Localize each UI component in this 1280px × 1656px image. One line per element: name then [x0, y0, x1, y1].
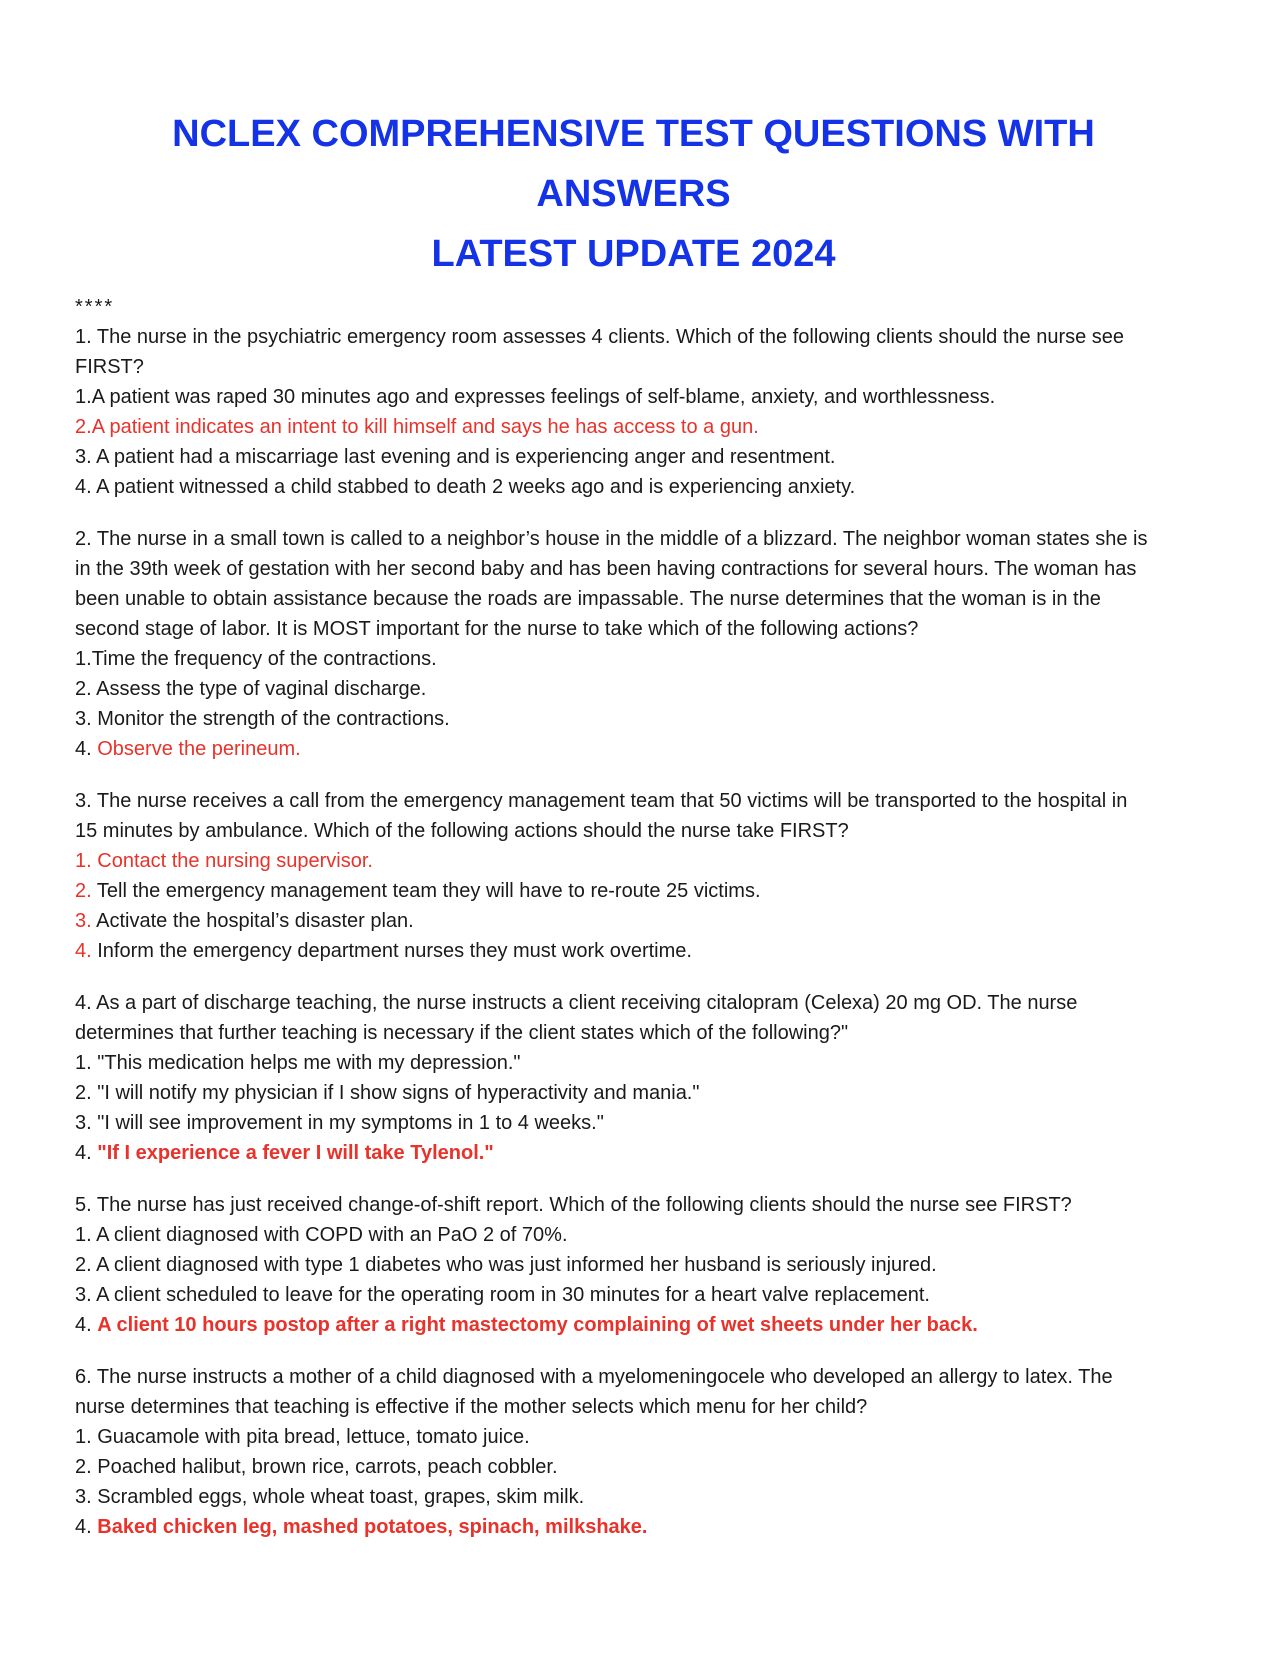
question-2-stem-line-2: in the 39th week of gestation with her second baby and has been having contractions for several hours. The woman has: [75, 558, 1137, 580]
question-6-option-3: [75, 1482, 1180, 1512]
question-6-stem-line-1: 6. The nurse instructs a mother of a child diagnosed with a myelomeningocele who developed an allergy to latex. The: [75, 1366, 1113, 1388]
option-text: A client scheduled to leave for the operating room in 30 minutes for a heart valve replacement.: [96, 1284, 930, 1306]
question-6-option-2: [75, 1452, 1180, 1482]
option-number: 4.: [75, 940, 98, 962]
question-6-option-1: [75, 1422, 1180, 1452]
option-number: 3.: [75, 1486, 98, 1508]
option-number: 3.: [75, 910, 97, 932]
option-text: Activate the hospital’s disaster plan.: [96, 910, 414, 932]
title-line-2: LATEST UPDATE 2024: [431, 233, 836, 275]
option-number: 2.: [75, 1082, 98, 1104]
option-text: Baked chicken leg, mashed potatoes, spinach, milkshake.: [97, 1516, 648, 1538]
question-6-stem-line-2: nurse determines that teaching is effective if the mother selects which menu for her child?: [75, 1396, 868, 1418]
question-3-stem-line-2: 15 minutes by ambulance. Which of the following actions should the nurse take FIRST?: [75, 820, 849, 842]
option-text: "If I experience a fever I will take Tylenol.": [97, 1142, 494, 1164]
option-number: 4.: [75, 1516, 98, 1538]
option-text: A patient was raped 30 minutes ago and expresses feelings of self-blame, anxiety, and worthlessness.: [91, 386, 996, 408]
option-text: Scrambled eggs, whole wheat toast, grapes, skim milk.: [97, 1486, 585, 1508]
option-text: Time the frequency of the contractions.: [91, 648, 437, 670]
option-number: 2.: [75, 678, 97, 700]
question-5: [75, 1190, 1180, 1340]
option-text: Observe the perineum.: [97, 738, 301, 760]
question-4-option-1: [75, 1048, 1180, 1078]
question-3-stem-line-1: 3. The nurse receives a call from the emergency management team that 50 victims will be transported to the hospital in: [75, 790, 1128, 812]
question-1-option-1: [75, 382, 1180, 412]
question-2-option-4-answer: [75, 734, 1180, 764]
question-1-stem-line-1: 1. The nurse in the psychiatric emergency room assesses 4 clients. Which of the following clients should the nurse see: [75, 326, 1125, 348]
option-number: 1.: [75, 850, 98, 872]
question-4-stem-line-1: 4. As a part of discharge teaching, the nurse instructs a client receiving citalopram (Celexa) 20 mg OD. The nurse: [75, 992, 1078, 1014]
option-number: 2.: [75, 416, 92, 438]
question-6-option-4-answer: [75, 1512, 1180, 1542]
option-text: Guacamole with pita bread, lettuce, tomato juice.: [97, 1426, 530, 1448]
option-number: 2.: [75, 880, 97, 902]
option-number: 4.: [75, 1142, 98, 1164]
question-1-option-4: [75, 472, 1180, 502]
question-6: [75, 1362, 1180, 1542]
option-text: Poached halibut, brown rice, carrots, peach cobbler.: [97, 1456, 558, 1478]
option-number: 1.: [75, 1426, 98, 1448]
question-3-option-1-answer: [75, 846, 1180, 876]
question-4-option-2: [75, 1078, 1180, 1108]
option-number: 1.: [75, 648, 92, 670]
question-4-option-3: [75, 1108, 1180, 1138]
question-2-option-3: [75, 704, 1180, 734]
option-text: A client diagnosed with type 1 diabetes who was just informed her husband is seriously injured.: [96, 1254, 937, 1276]
option-text: A patient had a miscarriage last evening and is experiencing anger and resentment.: [96, 446, 836, 468]
question-1: [75, 322, 1180, 502]
question-2-stem-line-1: 2. The nurse in a small town is called to a neighbor’s house in the middle of a blizzard. The neighbor woman states she is: [75, 528, 1148, 550]
option-text: A patient witnessed a child stabbed to death 2 weeks ago and is experiencing anxiety.: [96, 476, 856, 498]
question-3: [75, 786, 1180, 966]
question-4: [75, 988, 1180, 1168]
option-text: "This medication helps me with my depression.": [97, 1052, 521, 1074]
option-text: Inform the emergency department nurses they must work overtime.: [97, 940, 692, 962]
question-2-stem-line-4: second stage of labor. It is MOST important for the nurse to take which of the following actions?: [75, 618, 919, 640]
option-text: Assess the type of vaginal discharge.: [96, 678, 427, 700]
document-title: [75, 104, 1180, 284]
question-5-option-2: [75, 1250, 1180, 1280]
question-2: [75, 524, 1180, 764]
option-number: 1.: [75, 1052, 98, 1074]
question-1-option-3: [75, 442, 1180, 472]
option-number: 4.: [75, 738, 98, 760]
question-2-option-2: [75, 674, 1180, 704]
option-number: 1.: [75, 386, 92, 408]
option-number: 2.: [75, 1456, 98, 1478]
separator-stars: ****: [75, 296, 115, 318]
option-text: Monitor the strength of the contractions.: [97, 708, 450, 730]
question-5-stem-line-1: 5. The nurse has just received change-of-shift report. Which of the following clients should the nurse see FIRST?: [75, 1194, 1072, 1216]
question-1-option-2-answer: [75, 412, 1180, 442]
option-number: 3.: [75, 1284, 97, 1306]
option-text: "I will see improvement in my symptoms in 1 to 4 weeks.": [97, 1112, 604, 1134]
option-text: Contact the nursing supervisor.: [97, 850, 373, 872]
option-number: 2.: [75, 1254, 97, 1276]
option-text: A client diagnosed with COPD with an PaO 2 of 70%.: [96, 1224, 568, 1246]
option-number: 4.: [75, 1314, 98, 1336]
question-5-option-3: [75, 1280, 1180, 1310]
question-2-option-1: [75, 644, 1180, 674]
question-3-option-4: [75, 936, 1180, 966]
question-2-stem-line-3: been unable to obtain assistance because the roads are impassable. The nurse determines that the woman is in the: [75, 588, 1101, 610]
option-number: 4.: [75, 476, 97, 498]
question-5-option-1: [75, 1220, 1180, 1250]
option-number: 1.: [75, 1224, 97, 1246]
option-text: Tell the emergency management team they will have to re-route 25 victims.: [96, 880, 761, 902]
question-4-stem-line-2: determines that further teaching is necessary if the client states which of the following?": [75, 1022, 849, 1044]
question-4-option-4-answer: [75, 1138, 1180, 1168]
option-text: A client 10 hours postop after a right mastectomy complaining of wet sheets under her back.: [97, 1314, 978, 1336]
question-5-option-4-answer: [75, 1310, 1180, 1340]
title-line-1: NCLEX COMPREHENSIVE TEST QUESTIONS WITH ANSWERS: [172, 113, 1095, 215]
option-number: 3.: [75, 1112, 98, 1134]
option-number: 3.: [75, 446, 97, 468]
question-1-stem-line-2: FIRST?: [75, 356, 144, 378]
option-text: A patient indicates an intent to kill himself and says he has access to a gun.: [91, 416, 759, 438]
question-3-option-2: [75, 876, 1180, 906]
option-text: "I will notify my physician if I show signs of hyperactivity and mania.": [97, 1082, 700, 1104]
question-3-option-3: [75, 906, 1180, 936]
option-number: 3.: [75, 708, 98, 730]
